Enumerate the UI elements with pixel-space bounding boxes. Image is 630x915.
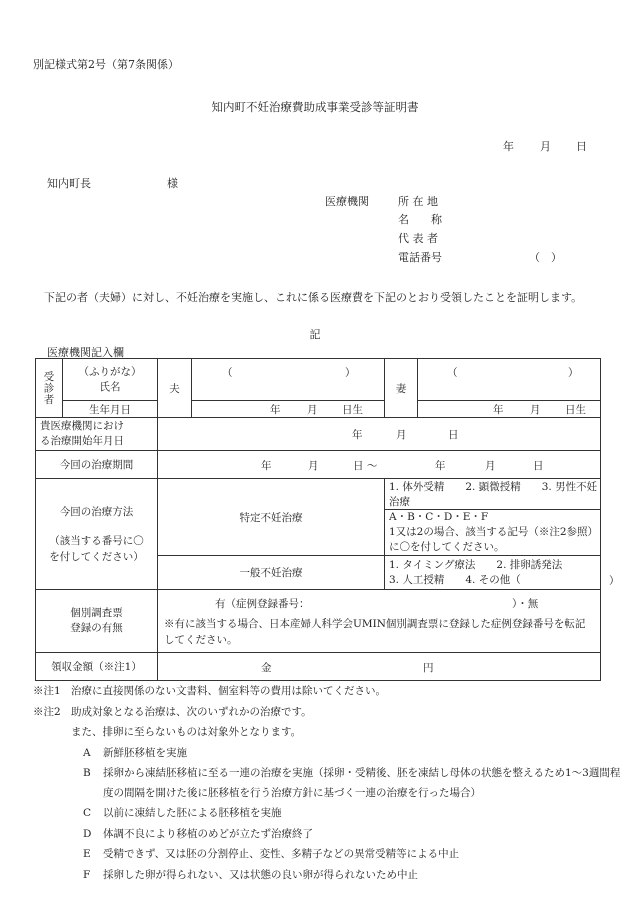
certificate-table <box>35 358 620 681</box>
note-1 <box>33 681 623 702</box>
method-label-cell <box>36 479 158 590</box>
period-start-day: 日 〜 <box>353 460 378 472</box>
husband-birth-month: 月 <box>307 404 318 416</box>
note-2-label: ※注2 <box>33 705 61 718</box>
name-label-cell <box>63 359 158 401</box>
specific-treatment-label: 特定不妊治療 <box>158 479 385 556</box>
note-item-b <box>33 763 623 803</box>
survey-yes: 有（症例登録番号： <box>215 598 310 610</box>
general-options-cell[interactable] <box>385 556 620 590</box>
note-item-d-text: 体調不良により移植のめどが立たず治療終了 <box>103 827 313 840</box>
survey-row <box>36 590 601 653</box>
amount-label: 領収金額（※注1） <box>36 653 158 681</box>
method-specific-row-1 <box>36 479 601 510</box>
period-start-year: 年 <box>261 460 272 472</box>
institution-address-label: 所 在 地 <box>398 195 438 208</box>
method-note-line1: （該当する番号に〇 <box>49 534 144 547</box>
period-end-day: 日 <box>533 460 544 472</box>
specific-options[interactable]: 1. 体外受精 2. 顕微授精 3. 男性不妊治療 <box>385 479 601 510</box>
note-item-a <box>33 743 623 764</box>
addressee-honorific: 様 <box>167 177 178 190</box>
survey-note: ※有に該当する場合、日本産婦人科学会UMIN個別調査票に登録した症例登録番号を転記してください。 <box>164 618 586 646</box>
certification-statement: 下記の者（夫婦）に対し、不妊治療を実施し、これに係る医療費を下記のとおり受領したことを証明します。 <box>33 291 583 304</box>
date-month: 月 <box>540 140 551 153</box>
note-2 <box>33 702 623 723</box>
start-day: 日 <box>448 429 459 441</box>
wife-label: 妻 <box>385 359 418 418</box>
patient-label: 受診者 <box>42 370 55 406</box>
note-item-f-text: 採卵した卵が得られない、又は状態の良い卵が得られないため中止 <box>103 868 418 881</box>
general-other-close: ） <box>609 575 620 587</box>
amount-yen: 円 <box>423 662 434 674</box>
wife-birthdate-field[interactable] <box>418 401 601 418</box>
institution-heading: 医療機関 <box>325 195 369 208</box>
institution-name-label: 名 称 <box>398 213 442 226</box>
furigana-label: （ふりがな） <box>78 365 142 378</box>
note-item-b-letter: B <box>83 767 91 779</box>
wife-paren-close: ） <box>568 367 579 379</box>
period-field[interactable] <box>158 451 601 479</box>
general-treatment-label: 一般不妊治療 <box>158 556 385 590</box>
note-item-d <box>33 824 623 845</box>
amount-row <box>36 653 601 681</box>
patient-name-row <box>36 359 601 401</box>
survey-field[interactable] <box>158 590 601 653</box>
specific-codes[interactable]: A・B・C・D・E・F <box>389 511 489 523</box>
note-item-e-letter: E <box>83 848 91 860</box>
survey-no: ）・無 <box>512 598 539 610</box>
note-item-e <box>33 844 623 865</box>
amount-field[interactable] <box>158 653 601 681</box>
wife-birth-year: 年 <box>493 404 504 416</box>
note-item-f <box>33 865 623 886</box>
document-title: 知内町不妊治療費助成事業受診等証明書 <box>211 100 419 114</box>
husband-label: 夫 <box>158 359 192 418</box>
start-month: 月 <box>396 429 407 441</box>
start-date-field[interactable] <box>158 418 601 451</box>
note-item-f-letter: F <box>83 868 91 881</box>
note-item-e-text: 受精できず、又は胚の分割停止、変性、多精子などの異常受精等による中止 <box>103 848 460 860</box>
note-item-c <box>33 803 623 824</box>
start-date-label-cell <box>36 418 158 451</box>
method-label: 今回の治療方法 <box>59 505 134 518</box>
period-row <box>36 451 601 479</box>
husband-paren-open: （ <box>222 367 233 379</box>
name-label: 氏名 <box>99 380 121 393</box>
start-date-row <box>36 418 601 451</box>
note-item-a-letter: A <box>83 746 91 759</box>
period-label: 今回の治療期間 <box>36 451 158 479</box>
husband-name-field[interactable] <box>192 359 385 401</box>
amount-kin: 金 <box>261 662 272 674</box>
patient-label-cell <box>36 359 63 418</box>
wife-birth-day: 日生 <box>565 404 586 416</box>
birthdate-row <box>36 401 601 418</box>
period-end-month: 月 <box>485 460 496 472</box>
date-year: 年 <box>503 140 514 153</box>
specific-codes-note: 1又は2の場合、該当する記号（※注2参照）に〇を付してください。 <box>389 526 599 553</box>
wife-name-field[interactable] <box>418 359 601 401</box>
husband-paren-close: ） <box>345 367 356 379</box>
notes-section <box>33 681 623 885</box>
addressee: 知内町長 <box>47 177 91 190</box>
note-item-c-text: 以前に凍結した胚による胚移植を実施 <box>103 807 282 819</box>
note-1-label: ※注1 <box>33 685 61 697</box>
note-item-d-letter: D <box>83 827 92 840</box>
survey-label-line1: 個別調査票 <box>70 607 123 619</box>
husband-birth-year: 年 <box>270 404 281 416</box>
phone-area-code-paren: （ ） <box>529 251 562 264</box>
note-item-a-text: 新鮮胚移植を実施 <box>103 746 187 759</box>
form-number-label: 別記様式第2号（第7条関係） <box>33 58 179 71</box>
survey-label-line2: 登録の有無 <box>70 622 123 634</box>
period-end-year: 年 <box>435 460 446 472</box>
note-2-text: 助成対象となる治療は、次のいずれかの治療です。 <box>71 705 312 718</box>
entry-section-label: 医療機関記入欄 <box>47 346 124 359</box>
birthdate-label: 生年月日 <box>63 401 158 418</box>
note-1-text: 治療に直接関係のない文書料、個室料等の費用は除いてください。 <box>71 685 386 697</box>
start-date-label-line2: る治療開始年月日 <box>40 435 124 447</box>
ki-marker: 記 <box>309 328 321 341</box>
institution-representative-label: 代 表 者 <box>398 232 438 245</box>
method-note-line2: を付してください） <box>49 550 144 563</box>
general-options-line1: 1. タイミング療法 2. 排卵誘発法 <box>389 558 563 571</box>
date-day: 日 <box>576 140 587 153</box>
specific-codes-cell <box>385 510 601 556</box>
survey-label-cell <box>36 590 158 653</box>
period-start-month: 月 <box>308 460 319 472</box>
note-item-b-text: 採卵から凍結胚移植に至る一連の治療を実施（採卵・受精後、胚を凍結し母体の状態を整えるため1〜3週間程度の間隔を開けた後に胚移植を行う治療方針に基づく一連の治療を行った場合） <box>103 767 621 799</box>
institution-phone-label: 電話番号 <box>398 251 442 264</box>
start-date-label-line1: 貴医療機関におけ <box>40 420 124 432</box>
wife-paren-open: （ <box>447 367 458 379</box>
wife-birth-month: 月 <box>530 404 541 416</box>
note-item-c-letter: C <box>83 807 92 819</box>
husband-birth-day: 日生 <box>342 404 363 416</box>
husband-birthdate-field[interactable] <box>192 401 385 418</box>
start-year: 年 <box>352 429 363 441</box>
note-2-sub: また、排卵に至らないものは対象外となります。 <box>71 726 302 738</box>
general-options-line2: 3. 人工授精 4. その他（ <box>389 573 521 586</box>
